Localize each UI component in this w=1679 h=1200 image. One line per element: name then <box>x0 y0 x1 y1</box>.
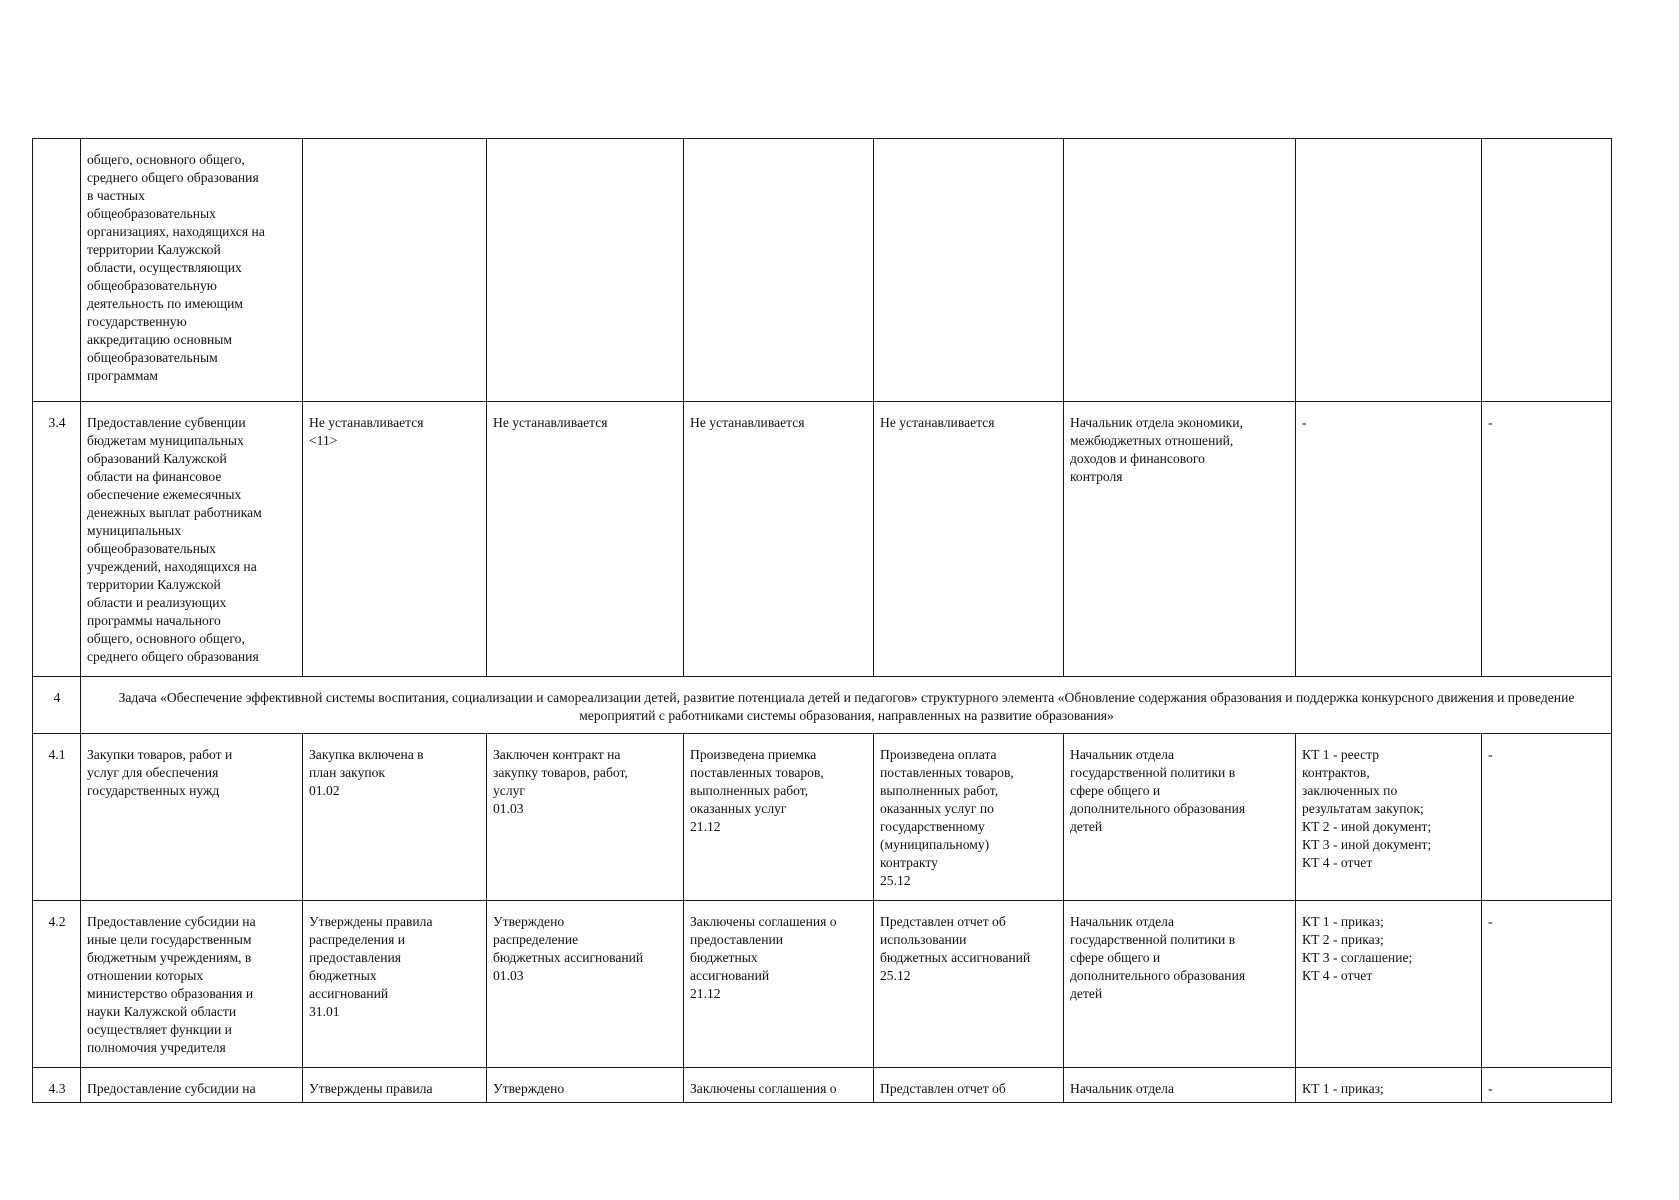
checkpoint-3 <box>684 139 874 402</box>
control-documents <box>1296 139 1482 402</box>
checkpoint-3: Не устанавливается <box>684 402 874 677</box>
last-column: - <box>1482 402 1612 677</box>
activity-table <box>32 138 1612 1103</box>
control-documents: КТ 1 - реестр контрактов, заключенных по результатам закупок; КТ 2 - иной документ; КТ 3 - иной документ; КТ 4 - отчет <box>1296 734 1482 901</box>
checkpoint-2 <box>487 139 684 402</box>
checkpoint-4: Представлен отчет об <box>874 1068 1064 1103</box>
activity-name: Закупки товаров, работ и услуг для обеспечения государственных нужд <box>81 734 303 901</box>
checkpoint-4: Произведена оплата поставленных товаров, выполненных работ, оказанных услуг по государственному (муниципальному) контракту 25.12 <box>874 734 1064 901</box>
table-row <box>33 734 1612 901</box>
checkpoint-1 <box>303 139 487 402</box>
row-number: 4 <box>33 677 81 734</box>
checkpoint-4 <box>874 139 1064 402</box>
responsible-person: Начальник отдела государственной политики в сфере общего и дополнительного образования детей <box>1064 901 1296 1068</box>
responsible-person: Начальник отдела <box>1064 1068 1296 1103</box>
last-column: - <box>1482 901 1612 1068</box>
row-number: 3.4 <box>33 402 81 677</box>
checkpoint-1: Закупка включена в план закупок 01.02 <box>303 734 487 901</box>
last-column: - <box>1482 1068 1612 1103</box>
checkpoint-3: Произведена приемка поставленных товаров, выполненных работ, оказанных услуг 21.12 <box>684 734 874 901</box>
checkpoint-1: Не устанавливается <11> <box>303 402 487 677</box>
activity-name: общего, основного общего, среднего общего образования в частных общеобразовательных организациях, находящихся на территории Калужской области, осуществляющих общеобразовательную деятельность по имеющим государственную аккредитацию основным общеобразовательным программам <box>81 139 303 402</box>
activity-name: Предоставление субсидии на <box>81 1068 303 1103</box>
control-documents: КТ 1 - приказ; КТ 2 - приказ; КТ 3 - соглашение; КТ 4 - отчет <box>1296 901 1482 1068</box>
responsible-person <box>1064 139 1296 402</box>
last-column <box>1482 139 1612 402</box>
table-row <box>33 402 1612 677</box>
control-documents: КТ 1 - приказ; <box>1296 1068 1482 1103</box>
checkpoint-2: Утверждено <box>487 1068 684 1103</box>
control-documents: - <box>1296 402 1482 677</box>
checkpoint-1: Утверждены правила <box>303 1068 487 1103</box>
responsible-person: Начальник отдела экономики, межбюджетных отношений, доходов и финансового контроля <box>1064 402 1296 677</box>
checkpoint-1: Утверждены правила распределения и предоставления бюджетных ассигнований 31.01 <box>303 901 487 1068</box>
activity-name: Предоставление субсидии на иные цели государственным бюджетным учреждениям, в отношении которых министерство образования и науки Калужской области осуществляет функции и полномочия учредителя <box>81 901 303 1068</box>
table-row <box>33 139 1612 402</box>
row-number: 4.3 <box>33 1068 81 1103</box>
task-description: Задача «Обеспечение эффективной системы воспитания, социализации и самореализации детей, развитие потенциала детей и педагогов» структурного элемента «Обновление содержания образования и поддержка конкурсного движения и проведение мероприятий с работниками системы образования, направленных на развитие образования» <box>81 677 1612 734</box>
responsible-person: Начальник отдела государственной политики в сфере общего и дополнительного образования детей <box>1064 734 1296 901</box>
task-row <box>33 677 1612 734</box>
checkpoint-3: Заключены соглашения о <box>684 1068 874 1103</box>
table-row <box>33 901 1612 1068</box>
table-row <box>33 1068 1612 1103</box>
row-number: 4.2 <box>33 901 81 1068</box>
checkpoint-4: Представлен отчет об использовании бюджетных ассигнований 25.12 <box>874 901 1064 1068</box>
checkpoint-2: Утверждено распределение бюджетных ассигнований 01.03 <box>487 901 684 1068</box>
activity-name: Предоставление субвенции бюджетам муниципальных образований Калужской области на финансовое обеспечение ежемесячных денежных выплат работникам муниципальных общеобразовательных учреждений, находящихся на территории Калужской области и реализующих программы начального общего, основного общего, среднего общего образования <box>81 402 303 677</box>
row-number: 4.1 <box>33 734 81 901</box>
last-column: - <box>1482 734 1612 901</box>
checkpoint-2: Не устанавливается <box>487 402 684 677</box>
checkpoint-2: Заключен контракт на закупку товаров, работ, услуг 01.03 <box>487 734 684 901</box>
checkpoint-4: Не устанавливается <box>874 402 1064 677</box>
row-number <box>33 139 81 402</box>
checkpoint-3: Заключены соглашения о предоставлении бюджетных ассигнований 21.12 <box>684 901 874 1068</box>
